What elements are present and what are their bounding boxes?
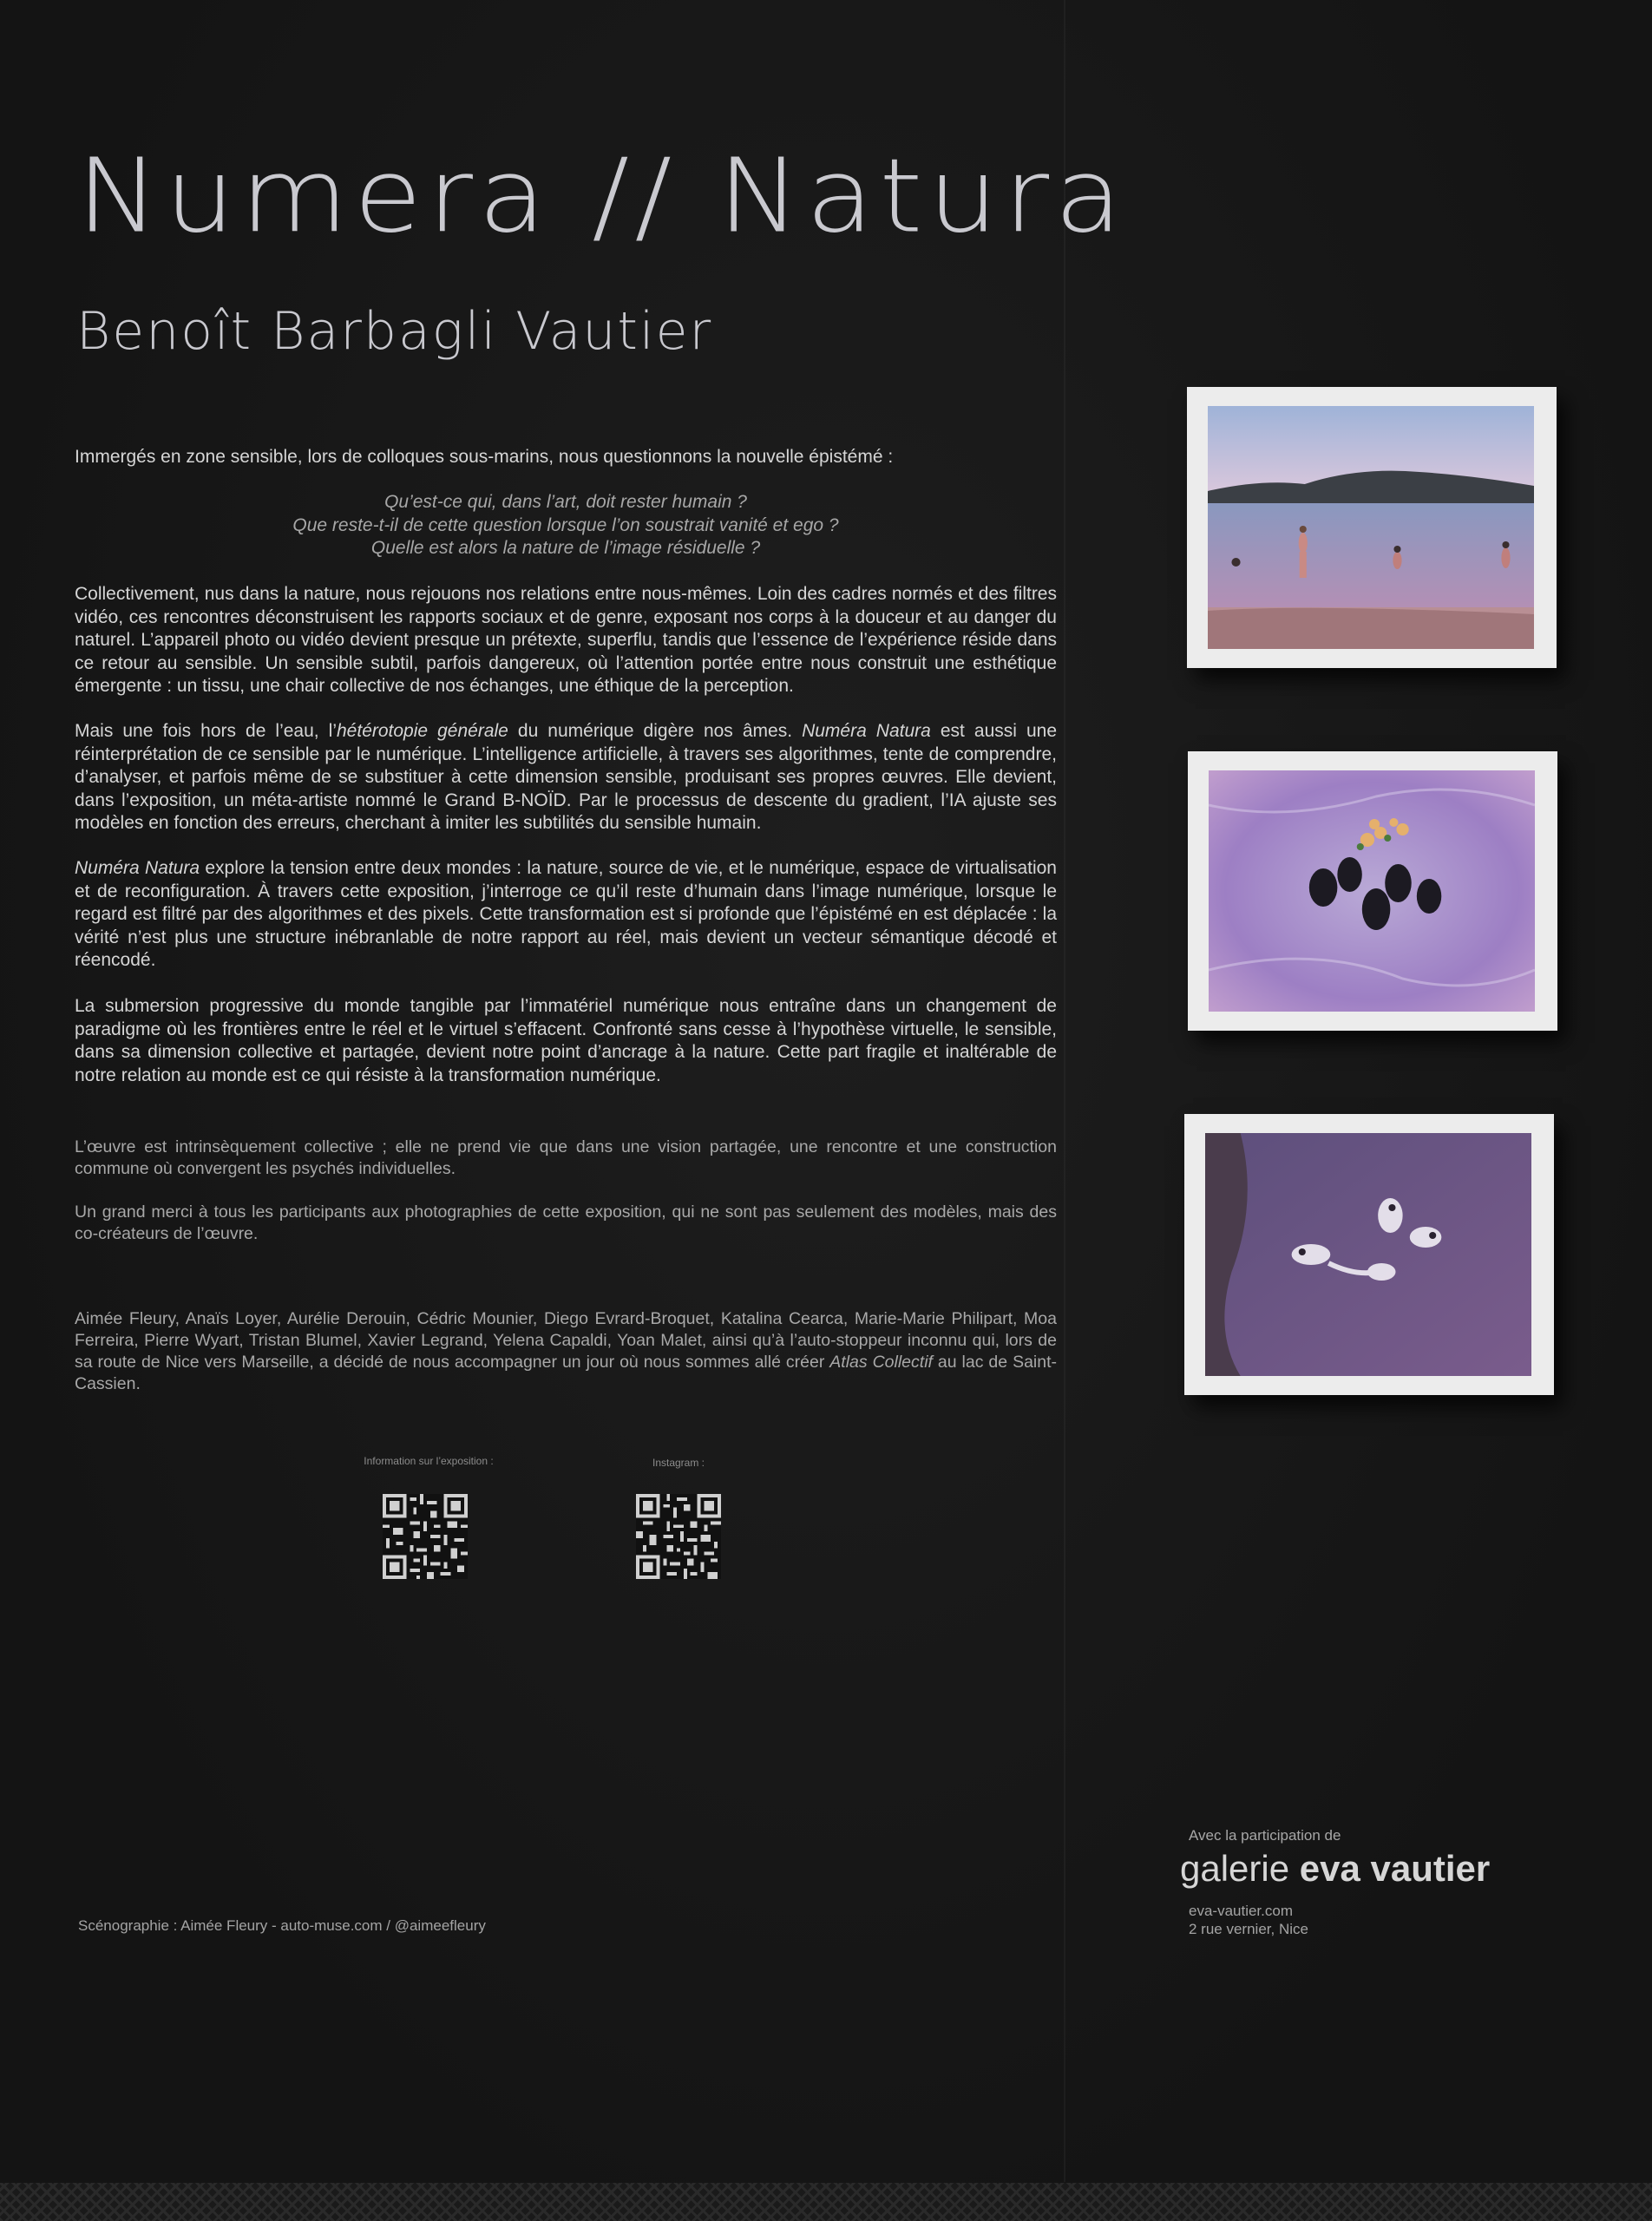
gallery-address: 2 rue vernier, Nice bbox=[1189, 1921, 1308, 1937]
gallery-website: eva-vautier.com bbox=[1189, 1903, 1293, 1919]
gallery-contact bbox=[1189, 1902, 1308, 1938]
photo-2-water-group bbox=[1209, 770, 1535, 1012]
scenography-credit: Scénographie : Aimée Fleury - auto-muse.com / @aimeefleury bbox=[78, 1917, 486, 1934]
qr-code-instagram-graphic bbox=[636, 1494, 721, 1579]
gallery-name-bold: eva vautier bbox=[1299, 1848, 1491, 1889]
p2-part-a: Mais une fois hors de l’eau, l’ bbox=[75, 721, 337, 741]
paragraph-4: La submersion progressive du monde tangible par l’immatériel numérique nous entraîne dans un changement de paradigme où les frontières entre le réel et le virtuel s’effacent. Confronté sans cesse à l’hypothèse virtuelle, le sensible, dans sa dimension collective et partagée, devient notre point d’ancrage à la nature. Cette part fragile et inaltérable de notre relation au monde est ce qui résiste à la transformation numérique. bbox=[75, 996, 1057, 1085]
framed-photo-2 bbox=[1188, 751, 1557, 1031]
gallery-participation-label: Avec la participation de bbox=[1189, 1827, 1341, 1844]
collective-note: L’œuvre est intrinsèquement collective ; elle ne prend vie que dans une vision partagée, une rencontre et une construction commune où convergent les psychés individuelles. bbox=[75, 1137, 1057, 1178]
photo-3-mat bbox=[1205, 1133, 1531, 1376]
framed-photo-3 bbox=[1184, 1114, 1554, 1395]
photo-1-mat bbox=[1208, 406, 1534, 649]
question-1: Qu’est-ce qui, dans l’art, doit rester humain ? bbox=[384, 492, 747, 512]
participants-part-b: au lac de Saint-Cassien. bbox=[75, 1353, 1058, 1393]
gallery-logo bbox=[1180, 1848, 1490, 1890]
photo-1-lake-bathers bbox=[1208, 406, 1534, 649]
intro-text: Immergés en zone sensible, lors de colloques sous-marins, nous questionnons la nouvelle épistémé : bbox=[75, 447, 894, 467]
artist-name: Benoît Barbagli Vautier bbox=[76, 301, 713, 362]
p2-emphasis-b: Numéra Natura bbox=[802, 721, 931, 741]
panel-seam bbox=[1064, 0, 1065, 2182]
photo-2-mat bbox=[1209, 770, 1535, 1012]
framed-photo-1 bbox=[1187, 387, 1557, 668]
qr-code-info[interactable] bbox=[383, 1494, 468, 1579]
question-2: Que reste-t-il de cette question lorsque l’on soustrait vanité et ego ? bbox=[292, 514, 839, 535]
question-3: Quelle est alors la nature de l’image résiduelle ? bbox=[370, 538, 761, 558]
thanks-note: Un grand merci à tous les participants aux photographies de cette exposition, qui ne sont pas seulement des modèles, mais des co-créateurs de l’œuvre. bbox=[75, 1202, 1057, 1243]
qr-instagram-label: Instagram : bbox=[652, 1457, 705, 1469]
qr-code-info-graphic bbox=[383, 1494, 468, 1579]
participants-part-a: Aimée Fleury, Anaïs Loyer, Aurélie Derouin, Cédric Mounier, Diego Evrard-Broquet, Katalina Cearca, Marie-Marie Philipart, Moa Ferreira, Pierre Wyart, Tristan Blumel, Xavier Legrand, Yelena Capaldi, Yoan Malet, ainsi qu’à l’auto-stoppeur inconnu qui, lors de sa route de Nice vers Marseille, a décidé de nous accompagner un jour où nous sommes allé créer bbox=[75, 1309, 1057, 1372]
gallery-name-light: galerie bbox=[1180, 1848, 1300, 1889]
photo-3-overhead-swimmers bbox=[1205, 1133, 1531, 1376]
questions-block bbox=[75, 491, 1057, 560]
qr-info-label: Information sur l’exposition : bbox=[364, 1455, 494, 1467]
p2-emphasis-a: hétérotopie générale bbox=[337, 721, 508, 741]
paragraph-3 bbox=[75, 857, 1057, 973]
participants-emphasis: Atlas Collectif bbox=[829, 1353, 933, 1372]
qr-code-instagram[interactable] bbox=[636, 1494, 721, 1579]
p3-emphasis: Numéra Natura bbox=[75, 858, 200, 878]
p2-part-b: du numérique digère nos âmes. bbox=[508, 721, 803, 741]
paragraph-2 bbox=[75, 720, 1057, 835]
floor-strip bbox=[0, 2183, 1652, 2221]
p3-rest: explore la tension entre deux mondes : la nature, source de vie, et le numérique, espace de virtualisation et de reconfiguration. À travers cette exposition, j’interroge ce qu’il reste d’humain dans l’image numérique, lorsque le regard est filtré par des algorithmes et des pixels. Cette transformation est si profonde que l’épistémé en est déplacée : la vérité n’est plus une structure inébranlable de notre rapport au réel, mais devient un vecteur sémantique décodé et réencodé. bbox=[75, 858, 1057, 970]
p2-part-c: est aussi une réinterprétation de ce sensible par le numérique. L’intelligence artificielle, à travers ses algorithmes, tente de comprendre, d’analyser, et parfois même de se substituer à cette dimension sensible, produisant ses propres œuvres. Elle devient, dans l’exposition, un méta-artiste nommé le Grand B-NOÏD. Par le processus de descente du gradient, l’IA ajuste ses modèles en fonction des erreurs, cherchant à imiter les subtilités du sensible humain. bbox=[75, 721, 1057, 833]
paragraph-1: Collectivement, nus dans la nature, nous rejouons nos relations entre nous-mêmes. Loin des cadres normés et des filtres vidéo, ces rencontres déconstruisent les rapports sociaux et de genre, exposant nos corps à la douceur et au danger du naturel. L’appareil photo ou vidéo devient presque un prétexte, superflu, tandis que l’essence de l’expérience réside dans ce retour au sensible. Un sensible subtil, parfois dangereux, où l’attention portée entre nous construit une esthétique émergente : un tissu, une chair collective de nos échanges, une éthique de la perception. bbox=[75, 584, 1057, 696]
participants-list bbox=[75, 1308, 1057, 1395]
exhibition-title: Numera // Natura bbox=[76, 136, 1128, 256]
